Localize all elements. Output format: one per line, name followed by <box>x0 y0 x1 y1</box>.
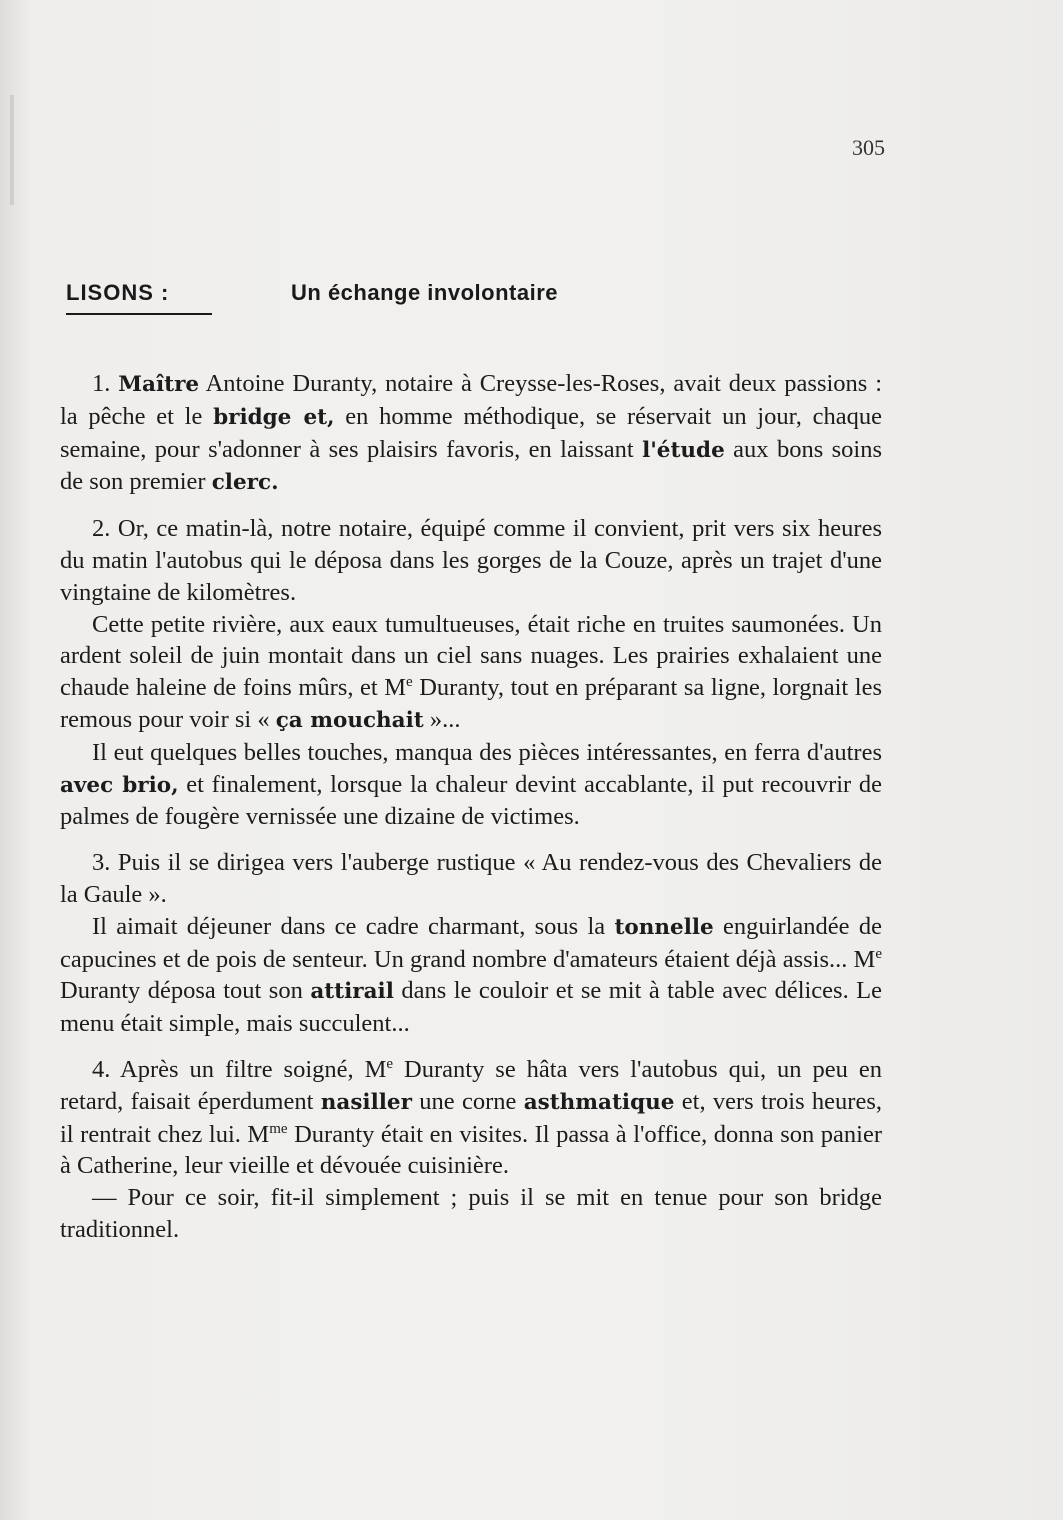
superscript: me <box>269 1120 288 1137</box>
text-run: Duranty était en visites. Il passa à l'office, donna son panier à Catherine, leur vieille et dévouée cuisinière. <box>60 1120 883 1180</box>
text-run: 4. Après un filtre soigné, M <box>92 1055 387 1083</box>
text-run: 1. <box>92 370 119 397</box>
text-run: 2. Or, ce matin-là, notre notaire, équipé comme il convient, prit vers six heures du matin l'autobus qui le déposa dans les gorges de la Couze, après un trajet d'une vingtaine de kilomètres. <box>60 515 882 606</box>
binding-edge <box>10 95 14 205</box>
text-run: et, vers trois heures, il rentrait chez lui. M <box>60 1087 882 1148</box>
text-run: Antoine Duranty, notaire à Creysse-les-Roses, avait deux passions : la pêche et le <box>60 370 882 430</box>
section-heading <box>66 280 966 320</box>
text-run: enguirlandée de capucines et de pois de senteur. Un grand nombre d'amateurs étaient déjà assis... M <box>60 912 882 973</box>
text-run: aux bons soins de son premier <box>60 435 882 496</box>
paragraph <box>60 609 882 737</box>
reading-text <box>60 368 882 1246</box>
text-run: Duranty déposa tout son <box>60 977 311 1005</box>
bold-term: Maître <box>118 372 200 397</box>
bold-term: ça mouchait <box>275 707 424 733</box>
paragraph <box>60 737 882 833</box>
bold-term: bridge et, <box>213 404 335 430</box>
text-run: Cette petite rivière, aux eaux tumultueuses, était riche en truites saumonées. Un ardent soleil de juin montait dans un ciel sans nuages. Les prairies exhalaient une chaude haleine de foins mûrs, et M <box>60 610 882 702</box>
page-number: 305 <box>852 135 885 160</box>
superscript: e <box>406 674 413 691</box>
paragraph <box>60 847 882 911</box>
heading-label: LISONS : <box>66 280 170 305</box>
text-run: une corne <box>411 1087 524 1115</box>
text-run: Il eut quelques belles touches, manqua des pièces intéressantes, en ferra d'autres <box>92 738 882 766</box>
text-run: Il aimait déjeuner dans ce cadre charmant, sous la <box>92 912 615 940</box>
text-run: — Pour ce soir, fit-il simplement ; puis il se mit en tenue pour son bridge traditionnel. <box>60 1184 882 1243</box>
text-run: et finalement, lorsque la chaleur devint accablante, il put recouvrir de palmes de fougère vernissée une dizaine de victimes. <box>60 770 882 831</box>
paragraph <box>60 1182 882 1246</box>
text-run: »... <box>423 705 461 733</box>
text-run: dans le couloir et se mit à table avec délices. Le menu était simple, mais succulent... <box>60 977 883 1038</box>
bold-term: clerc. <box>211 470 279 496</box>
paragraph <box>60 1054 882 1182</box>
bold-term: asthmatique <box>523 1089 675 1115</box>
superscript: e <box>386 1055 394 1072</box>
text-run: Duranty se hâta vers l'autobus qui, un peu en retard, faisait éperdument <box>60 1055 882 1115</box>
paragraph <box>60 368 882 499</box>
text-run: Duranty, tout en préparant sa ligne, lorgnait les remous pour voir si « <box>60 674 882 733</box>
text-run: 3. Puis il se dirigea vers l'auberge rustique « Au rendez-vous des Chevaliers de la Gaule ». <box>60 849 882 908</box>
superscript: e <box>875 945 882 962</box>
paragraph <box>60 513 882 608</box>
heading-underline <box>66 313 212 315</box>
text-run: en homme méthodique, se réservait un jour, chaque semaine, pour s'adonner à ses plaisirs favoris, en laissant <box>60 402 883 463</box>
bold-term: attirail <box>310 979 394 1005</box>
bold-term: nasiller <box>320 1089 412 1115</box>
bold-term: avec brio, <box>60 772 179 798</box>
bold-term: l'étude <box>642 437 725 463</box>
paragraph <box>60 911 882 1040</box>
bold-term: tonnelle <box>614 914 714 940</box>
heading-title: Un échange involontaire <box>291 280 558 305</box>
